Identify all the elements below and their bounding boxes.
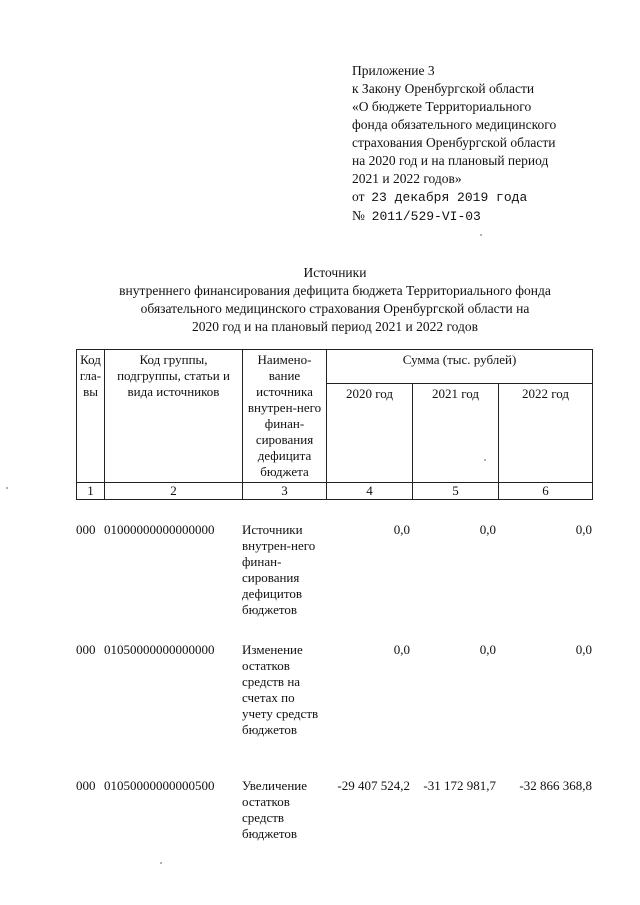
value-2020: 0,0	[393, 522, 410, 537]
scan-speck	[480, 234, 482, 236]
appendix-line: страхования Оренбургской области	[352, 135, 556, 150]
law-number	[352, 207, 632, 226]
column-number: 1	[77, 483, 105, 500]
value-2022: 0,0	[575, 642, 592, 657]
column-number: 4	[327, 483, 413, 500]
appendix-line: 2021 и 2022 годов»	[352, 171, 462, 186]
column-number: 2	[105, 483, 243, 500]
value-2021: 0,0	[479, 642, 496, 657]
table-header	[76, 349, 593, 500]
scan-speck	[6, 487, 8, 489]
header-source-name: Наимено-вание источника внутрен-него финан-сирования дефицита бюджета	[243, 350, 327, 483]
number-prefix: №	[352, 208, 365, 223]
title-line: 2020 год и на плановый период 2021 и 2022 годов	[191, 319, 479, 334]
value-2022: 0,0	[575, 522, 592, 537]
appendix-line: Приложение 3	[352, 63, 435, 78]
chapter-code: 000	[76, 642, 96, 657]
date-value: 23 декабря 2019 года	[371, 190, 528, 205]
appendix-line: к Закону Оренбургской области	[352, 81, 535, 96]
number-value: 2011/529-VI-03	[371, 209, 481, 224]
document-title	[60, 264, 610, 336]
value-2021: -31 172 981,7	[423, 778, 496, 793]
source-code: 01050000000000000	[104, 642, 215, 657]
value-2022: -32 866 368,8	[519, 778, 592, 793]
value-2020: -29 407 524,2	[337, 778, 410, 793]
law-date	[352, 188, 632, 207]
header-source-code: Код группы, подгруппы, статьи и вида источников	[105, 350, 243, 483]
appendix-line: фонда обязательного медицинского	[352, 117, 557, 132]
appendix-block	[352, 62, 632, 226]
column-number: 3	[243, 483, 327, 500]
header-chapter-code: Код гла-вы	[77, 350, 105, 483]
header-year-2022: 2022 год	[499, 384, 593, 483]
value-2020: 0,0	[393, 642, 410, 657]
scan-speck	[160, 862, 162, 864]
appendix-line: «О бюджете Территориального	[352, 99, 532, 114]
source-code: 01000000000000000	[104, 522, 215, 537]
title-line: обязательного медицинского страхования Оренбургской области на	[140, 301, 530, 316]
chapter-code: 000	[76, 522, 96, 537]
date-prefix: от	[352, 189, 365, 204]
source-name: Источники внутрен-него финан-сирования дефицитов бюджетов	[242, 522, 316, 617]
title-line: внутреннего финансирования дефицита бюджета Территориального фонда	[119, 283, 551, 298]
header-year-2021: 2021 год	[413, 384, 499, 483]
appendix-line: на 2020 год и на плановый период	[352, 153, 549, 168]
chapter-code: 000	[76, 778, 96, 793]
title-line: Источники	[303, 265, 367, 280]
scan-speck	[484, 459, 486, 461]
column-number: 5	[413, 483, 499, 500]
source-name: Увеличение остатков средств бюджетов	[242, 778, 308, 841]
column-number: 6	[499, 483, 593, 500]
source-code: 01050000000000500	[104, 778, 215, 793]
source-name: Изменение остатков средств на счетах по учету средств бюджетов	[242, 642, 319, 737]
value-2021: 0,0	[479, 522, 496, 537]
header-sum: Сумма (тыс. рублей)	[327, 350, 593, 384]
header-year-2020: 2020 год	[327, 384, 413, 483]
